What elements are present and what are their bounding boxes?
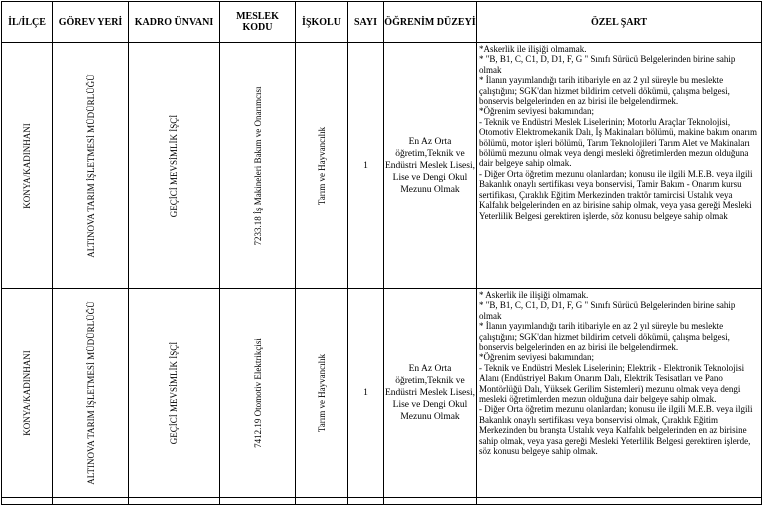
header-gorev-yeri: GÖREV YERİ — [53, 2, 129, 43]
ozel-sart-line: *Öğrenim seviyesi bakımından; — [479, 352, 594, 363]
sayi-cell: 1 — [348, 43, 384, 289]
header-ozel-sart: ÖZEL ŞART — [477, 2, 762, 43]
gorev-yeri-cell: ALTINOVA TARIM İŞLETMESİ MÜDÜRLÜĞÜ — [53, 289, 129, 498]
header-il-ilce: İL/İLÇE — [2, 2, 53, 43]
sayi-cell: 1 — [348, 289, 384, 498]
job-listing-table — [1, 1, 762, 505]
ozel-sart-cell — [477, 289, 762, 498]
ozel-sart-line: * İlanın yayımlandığı tarih itibariyle en az 2 yıl süreyle bu meslekte çalıştığını; SGK'dan hizmet bildirim cetveli dökümü, çalışma belgesi, bonservis belgelerinden en az birisi ile belgelendirmek. — [479, 321, 730, 353]
ozel-sart-line: - Diğer Orta öğretim mezunu olanlardan; konusu ile ilgili M.E.B. veya ilgili Bakanlık onaylı sertifikası veya bonservisi, Tamir Bakım - Onarım kursu sertifikası, Çıraklık Eğitim Merkezinden traktör tamircisi Ustalık veya Kalfalık belgelerinden en az birisine sahip olmak, veya yasa gereği Mesleki Yeterlilik Belgesi gerektiren işlerde, söz konusu belgeye sahip olmak — [479, 168, 753, 221]
meslek-kodu-cell: 7412.19 Otomotiv Elektrikçisi — [220, 289, 296, 498]
ozel-sart-cell — [477, 43, 762, 289]
header-meslek-kodu: MESLEK KODU — [220, 2, 296, 43]
il-ilce-cell: KONYA/KADINHANI — [2, 43, 53, 289]
ozel-sart-line: - Teknik ve Endüstri Meslek Liselerinin; Motorlu Araçlar Teknolojisi, Otomotiv Elektromekanik Dalı, İş Makinaları bölümü, makine bakım onarım bölümü, motor işleri bölümü, Tarım Teknolojileri Tarım Alet ve Makinaları bölümü mezunu olmak veya dengi mesleki öğretimlerden mezun olduğuna dair belgeye sahip olmak. — [479, 116, 757, 169]
ozel-sart-line: - Teknik ve Endüstri Meslek Liselerinin; Elektrik - Elektronik Teknolojisi Alanı (Endüstriyel Bakım Onarım Dalı, Elektrik Tesisatları ve Pano Montörlüğü Dalı, Yüksek Gerilim Sistemleri) mezunu olmak veya dengi mesleki öğretimlerden mezun olduğuna dair belgeye sahip olmak. — [479, 362, 745, 405]
ozel-sart-line: *Öğrenim seviyesi bakımından; — [479, 106, 594, 117]
kadro-unvani-cell: GEÇİCİ MEVSİMLİK İŞÇİ — [129, 43, 220, 289]
ozel-sart-line: *Askerlik ile ilişiği olmamak. — [479, 44, 587, 54]
header-kadro-unvani: KADRO ÜNVANI — [129, 2, 220, 43]
ozel-sart-line: * "B, B1, C, C1, D, D1, F, G " Sınıfı Sürücü Belgelerinden birine sahip olmak — [479, 300, 736, 321]
ogrenim-cell: En Az Orta öğretim,Teknik ve Endüstri Meslek Lisesi, Lise ve Dengi Okul Mezunu Olmak — [384, 289, 477, 498]
iskolu-cell: Tarım ve Hayvancılık — [296, 43, 348, 289]
ozel-sart-line: * "B, B1, C, C1, D, D1, F, G " Sınıfı Sürücü Belgelerinden birine sahip olmak — [479, 54, 736, 75]
ogrenim-cell: En Az Orta öğretim,Teknik ve Endüstri Meslek Lisesi, Lise ve Dengi Okul Mezunu Olmak — [384, 43, 477, 289]
header-row — [2, 2, 762, 43]
header-iskolu: İŞKOLU — [296, 2, 348, 43]
ozel-sart-line: * Askerlik ile ilişiği olmamak. — [479, 290, 589, 300]
ozel-sart-line: * İlanın yayımlandığı tarih itibariyle en az 2 yıl süreyle bu meslekte çalıştığını; SGK'dan hizmet bildirim cetveli dökümü, çalışma belgesi, bonservis belgelerinden en az birisi ile belgelendirmek. — [479, 75, 730, 107]
ozel-sart-line: - Diğer Orta öğretim mezunu olanlardan; konusu ile ilgili M.E.B. veya ilgili Bakanlık onaylı sertifikası veya bonservisi olmak, Çıraklık Eğitim Merkezinden bu branşta Ustalık veya Kalfalık belgelerinden en az birisine sahip olmak, veya yasa gereği Mesleki Yeterlilik Belgesi gerektiren işlerde, söz konusu belgeye sahip olmak. — [479, 404, 753, 457]
iskolu-cell: Tarım ve Hayvancılık — [296, 289, 348, 498]
kadro-unvani-cell: GEÇİCİ MEVSİMLİK İŞÇİ — [129, 289, 220, 498]
header-sayi: SAYI — [348, 2, 384, 43]
meslek-kodu-cell: 7233.18 İş Makineleri Bakım ve Onarımcısı — [220, 43, 296, 289]
gorev-yeri-cell: ALTINOVA TARIM İŞLETMESİ MÜDÜRLÜĞÜ — [53, 43, 129, 289]
table-row-partial — [2, 498, 762, 505]
header-ogrenim-duzeyi: ÖĞRENİM DÜZEYİ — [384, 2, 477, 43]
il-ilce-cell: KONYA/KADINHANI — [2, 289, 53, 498]
table-row — [2, 43, 762, 289]
table-row — [2, 289, 762, 498]
